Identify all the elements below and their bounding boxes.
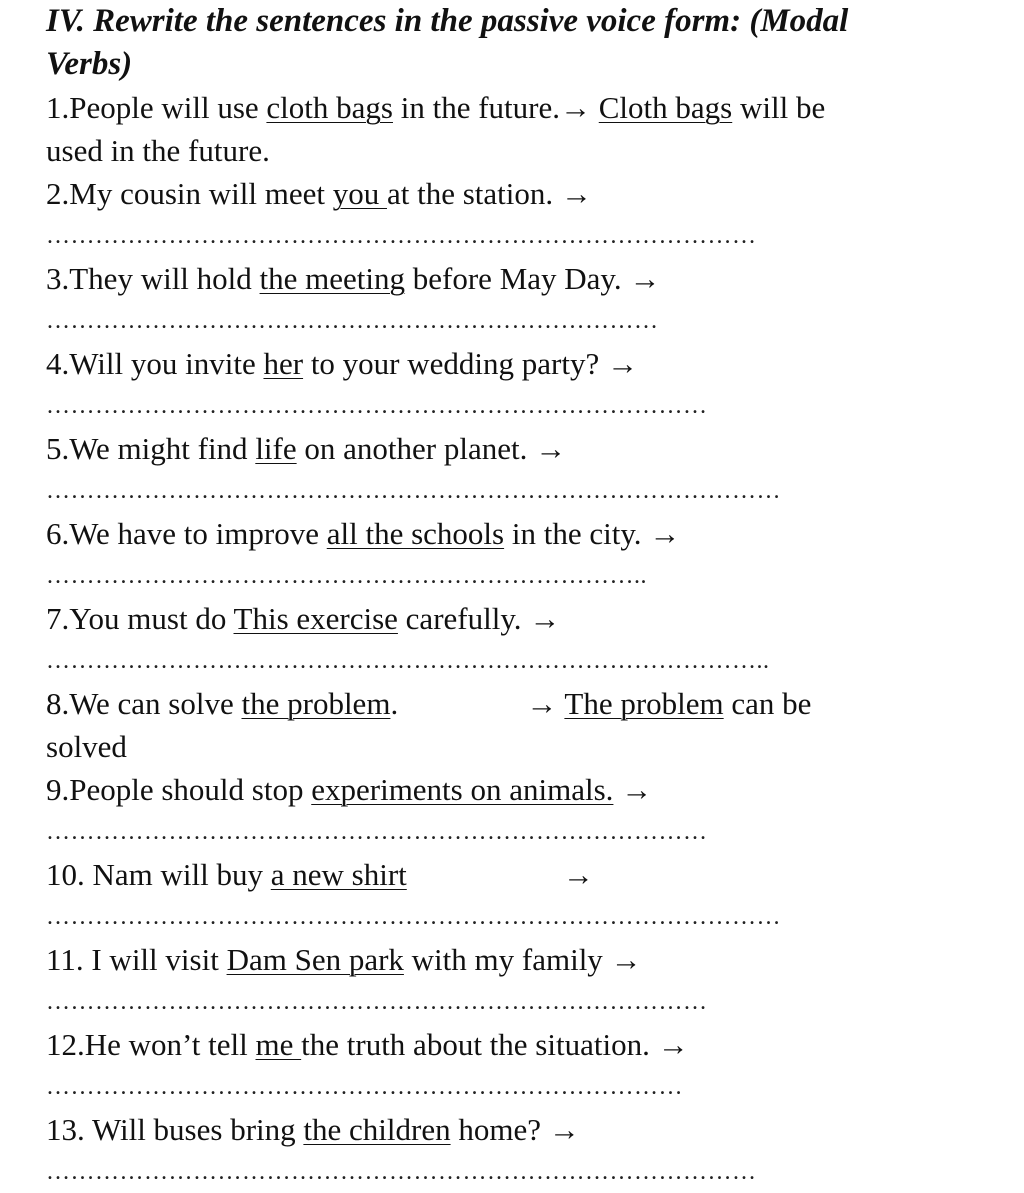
item-number: 7. [46,601,70,636]
sentence-13 [46,1108,1006,1151]
exercise-heading [46,0,1006,86]
sentence-5 [46,427,1006,470]
sentence-text: We might find [69,431,256,466]
item-number: 2. [46,176,70,211]
sentence-text: People should stop [69,772,312,807]
item-number: 1. [46,90,70,125]
sentence-text: My cousin will meet [69,176,333,211]
sentence-text: You must do [69,601,234,636]
sentence-6 [46,512,1006,555]
item-number: 11. [46,942,92,977]
underlined-object: a new shirt [270,857,407,892]
sentence-7 [46,597,1006,640]
sentence-text: He won’t tell [84,1027,256,1062]
answer-blank[interactable]: ………………………………………………………………… [46,308,659,334]
underlined-object: the children [303,1112,451,1147]
sentence-text: Will buses bring [91,1112,304,1147]
answer-blank[interactable]: …………………………………………………………………………… [46,1159,757,1185]
sentence-text: Nam will buy [92,857,271,892]
answer-continuation: used in the future. [46,133,270,168]
sentence-text: the truth about the situation. → [301,1027,689,1062]
item-number: 4. [46,346,70,381]
sentence-text: carefully. → [397,601,561,636]
answer-blank[interactable]: ……………………………………………………………….. [46,563,647,589]
item-number: 3. [46,261,70,296]
item-number: 8. [46,686,70,721]
underlined-object: all the schools [326,516,505,551]
arrow: → [562,857,594,892]
underlined-object: her [263,346,304,381]
underlined-object: life [255,431,297,466]
sentence-9 [46,768,1006,811]
sentence-text: on another planet. → [296,431,567,466]
answer-blank[interactable]: ……………………………………………………………………………… [46,478,781,504]
sentence-4 [46,342,1006,385]
sentence-text: home? → [450,1112,580,1147]
item-number: 6. [46,516,70,551]
sentence-text: to your wedding party? → [303,346,638,381]
answer-subject: The problem [564,686,724,721]
sentence-2 [46,172,1006,215]
sentence-text: at the station. → [386,176,592,211]
underlined-object: the problem [241,686,391,721]
answer-subject: Cloth bags [598,90,733,125]
worksheet [46,0,1006,1193]
answer-continuation: solved [46,729,127,764]
item-number: 9. [46,772,70,807]
underlined-object: Dam Sen park [226,942,404,977]
answer-blank[interactable]: ……………………………………………………………………… [46,819,708,845]
sentence-3 [46,257,1006,300]
sentence-text: I will visit [91,942,227,977]
sentence-text: Will you invite [69,346,264,381]
heading-line-1: IV. Rewrite the sentences in the passive voice form: (Modal [46,3,849,39]
answer-blank[interactable]: …………………………………………………………………………… [46,223,757,249]
sentence-text: with my family → [403,942,642,977]
answer-blank[interactable]: ……………………………………………………………………………… [46,904,781,930]
answer-text: will be [732,90,826,125]
heading-line-2: Verbs) [46,46,133,82]
answer-blank[interactable]: …………………………………………………………………… [46,1074,683,1100]
sentence-text: → [613,772,653,807]
item-number: 5. [46,431,70,466]
sentence-text: People will use [69,90,267,125]
underlined-object: the meeting [259,261,406,296]
underlined-object: experiments on animals. [311,772,614,807]
answer-text: can be [723,686,812,721]
item-number: 12. [46,1027,85,1062]
sentence-11 [46,938,1006,981]
sentence-text: in the future.→ [392,90,599,125]
sentence-text: We can solve [69,686,242,721]
answer-blank[interactable]: ……………………………………………………………………… [46,393,708,419]
underlined-object: you [332,176,387,211]
answer-blank[interactable]: ……………………………………………………………………… [46,989,708,1015]
sentence-text: They will hold [69,261,260,296]
sentence-10 [46,853,1006,896]
underlined-object: cloth bags [266,90,393,125]
arrow: → [526,686,565,721]
sentence-text: before May Day. → [405,261,661,296]
item-number: 10. [46,857,93,892]
underlined-object: This exercise [233,601,398,636]
sentence-text: We have to improve [69,516,327,551]
answer-blank[interactable]: …………………………………………………………………………….. [46,648,770,674]
sentence-text: in the city. → [504,516,681,551]
item-number: 13. [46,1112,92,1147]
sentence-text: . [390,686,399,721]
sentence-8 [46,682,1006,725]
sentence-12 [46,1023,1006,1066]
underlined-object: me [255,1027,302,1062]
sentence-1 [46,86,1006,129]
